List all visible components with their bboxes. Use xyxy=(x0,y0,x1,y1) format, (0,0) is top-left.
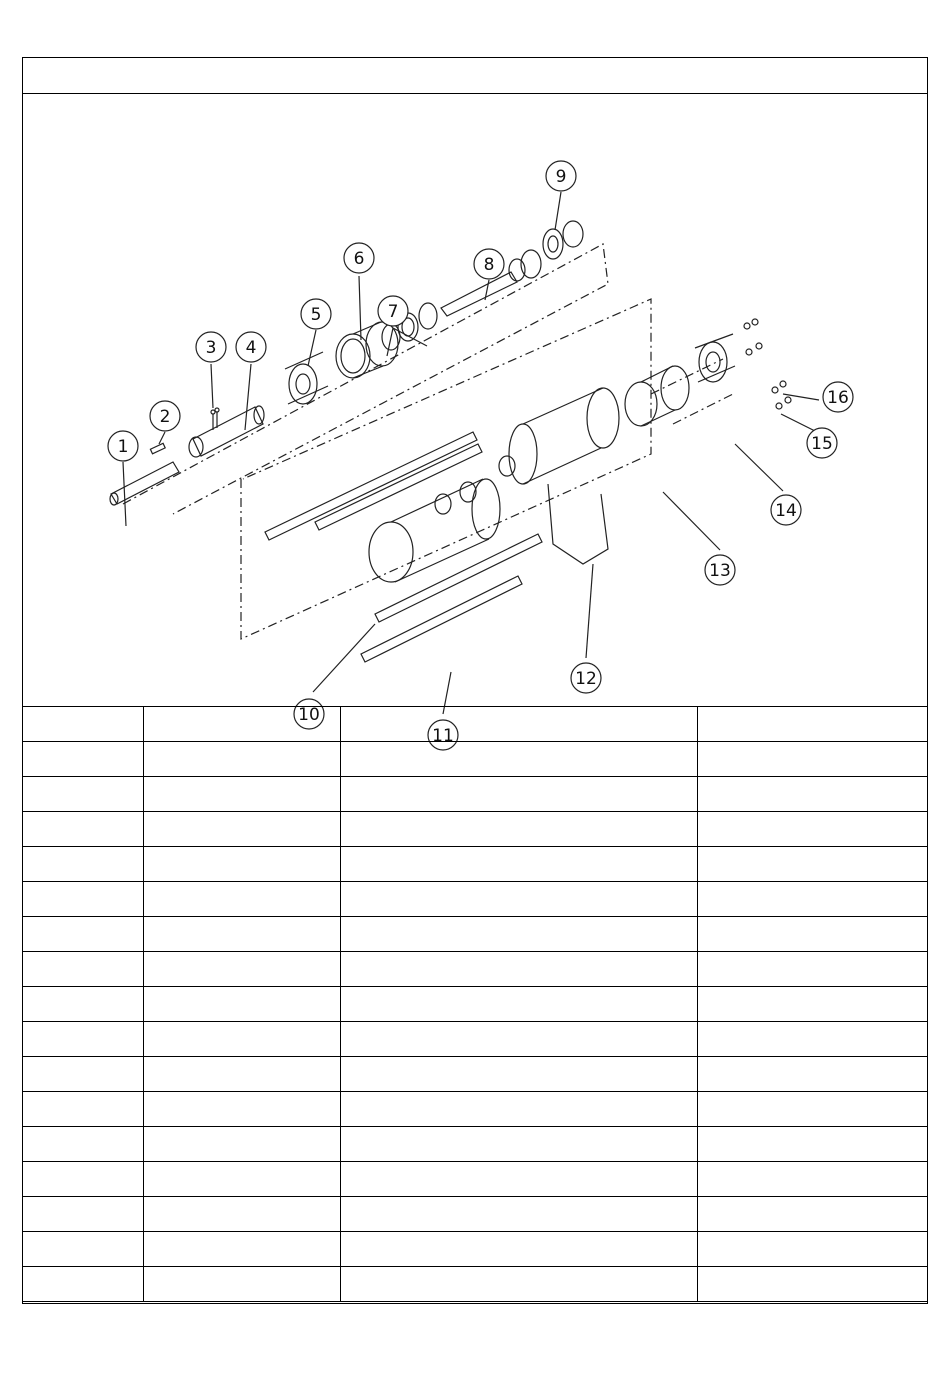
callout-4 xyxy=(236,332,266,362)
table-cell xyxy=(143,882,340,917)
table-cell xyxy=(697,1162,927,1197)
callout-layer xyxy=(108,161,853,750)
part-4-sleeve xyxy=(189,406,264,457)
table-cell xyxy=(143,1057,340,1092)
part-5-flange xyxy=(285,352,328,404)
table-row xyxy=(23,742,927,777)
callout-6 xyxy=(344,243,374,273)
exploded-view-drawing xyxy=(23,94,927,746)
table-cell xyxy=(143,1232,340,1267)
table-row xyxy=(23,917,927,952)
callout-13 xyxy=(705,555,735,585)
callout-number: 8 xyxy=(483,255,495,275)
callout-14 xyxy=(771,495,801,525)
table-cell xyxy=(23,917,143,952)
table-cell xyxy=(23,1127,143,1162)
exploded-view-svg xyxy=(23,94,927,746)
table-cell xyxy=(340,1162,697,1197)
table-cell xyxy=(697,1092,927,1127)
callout-7 xyxy=(378,296,408,326)
table-cell xyxy=(23,812,143,847)
table-cell xyxy=(143,1267,340,1302)
parts-table xyxy=(23,706,927,1302)
table-cell xyxy=(340,1197,697,1232)
callout-number: 13 xyxy=(709,561,731,581)
table-cell xyxy=(143,707,340,742)
callout-16 xyxy=(823,382,853,412)
part-11-rods xyxy=(265,432,542,662)
table-cell xyxy=(340,1092,697,1127)
callout-number: 2 xyxy=(159,407,171,427)
table-cell xyxy=(340,1022,697,1057)
table-row xyxy=(23,1127,927,1162)
callout-number: 1 xyxy=(117,437,129,457)
table-cell xyxy=(340,812,697,847)
table-cell xyxy=(697,1022,927,1057)
callout-number: 10 xyxy=(298,705,320,725)
table-row xyxy=(23,1057,927,1092)
table-cell xyxy=(697,812,927,847)
callout-number: 7 xyxy=(387,302,399,322)
callout-15 xyxy=(807,428,837,458)
table-row xyxy=(23,952,927,987)
table-cell xyxy=(23,777,143,812)
table-cell xyxy=(23,1197,143,1232)
part-13-end-cap xyxy=(625,366,689,426)
part-15-16-fasteners xyxy=(744,319,791,409)
callout-12 xyxy=(571,663,601,693)
table-cell xyxy=(340,847,697,882)
table-cell xyxy=(143,917,340,952)
callout-number: 16 xyxy=(827,388,849,408)
table-row xyxy=(23,1267,927,1302)
table-row xyxy=(23,987,927,1022)
table-cell xyxy=(697,987,927,1022)
table-row xyxy=(23,1162,927,1197)
table-cell xyxy=(697,777,927,812)
table-row xyxy=(23,777,927,812)
table-row xyxy=(23,882,927,917)
callout-5 xyxy=(301,299,331,329)
table-cell xyxy=(697,1267,927,1302)
callout-number: 9 xyxy=(555,167,567,187)
table-row xyxy=(23,1197,927,1232)
table-cell xyxy=(697,1232,927,1267)
callout-number: 14 xyxy=(775,501,797,521)
table-cell xyxy=(143,1197,340,1232)
sheet-title xyxy=(23,58,927,94)
table-cell xyxy=(143,1092,340,1127)
table-cell xyxy=(340,1267,697,1302)
callout-8 xyxy=(474,249,504,279)
table-cell xyxy=(143,742,340,777)
table-cell xyxy=(340,742,697,777)
table-cell xyxy=(340,777,697,812)
part-14-flange xyxy=(695,334,735,382)
callout-3 xyxy=(196,332,226,362)
table-cell xyxy=(340,987,697,1022)
table-cell xyxy=(697,1057,927,1092)
table-cell xyxy=(697,952,927,987)
table-cell xyxy=(697,847,927,882)
table-row xyxy=(23,707,927,742)
part-9-bearing xyxy=(543,221,583,259)
table-cell xyxy=(23,847,143,882)
table-cell xyxy=(143,987,340,1022)
table-cell xyxy=(143,1162,340,1197)
table-row xyxy=(23,812,927,847)
table-row xyxy=(23,847,927,882)
table-row xyxy=(23,1022,927,1057)
table-cell xyxy=(23,1057,143,1092)
table-cell xyxy=(23,707,143,742)
part-2-key xyxy=(150,443,165,453)
table-cell xyxy=(340,707,697,742)
callout-number: 11 xyxy=(432,726,454,746)
callout-number: 3 xyxy=(205,338,217,358)
table-cell xyxy=(340,1127,697,1162)
callout-9 xyxy=(546,161,576,191)
table-cell xyxy=(143,1127,340,1162)
table-cell xyxy=(23,1267,143,1302)
table-cell xyxy=(697,882,927,917)
callout-number: 12 xyxy=(575,669,597,689)
callout-2 xyxy=(150,401,180,431)
table-cell xyxy=(23,952,143,987)
table-cell xyxy=(143,1022,340,1057)
table-cell xyxy=(697,742,927,777)
table-cell xyxy=(23,742,143,777)
callout-number: 6 xyxy=(353,249,365,269)
table-cell xyxy=(23,1232,143,1267)
table-cell xyxy=(697,1197,927,1232)
callout-1 xyxy=(108,431,138,461)
table-cell xyxy=(143,812,340,847)
table-cell xyxy=(697,707,927,742)
table-cell xyxy=(143,777,340,812)
parts-sheet xyxy=(22,57,928,1304)
table-cell xyxy=(23,882,143,917)
table-cell xyxy=(340,1057,697,1092)
table-row xyxy=(23,1092,927,1127)
table-cell xyxy=(340,1232,697,1267)
table-cell xyxy=(697,1127,927,1162)
table-cell xyxy=(143,952,340,987)
table-cell xyxy=(23,1022,143,1057)
table-cell xyxy=(340,952,697,987)
callout-leaders xyxy=(123,192,821,714)
part-1-spindle xyxy=(110,462,179,505)
table-row xyxy=(23,1232,927,1267)
table-cell xyxy=(23,1092,143,1127)
callout-number: 5 xyxy=(310,305,322,325)
parts-table-body xyxy=(23,707,927,1302)
callout-number: 15 xyxy=(811,434,833,454)
table-cell xyxy=(340,917,697,952)
table-cell xyxy=(340,882,697,917)
table-cell xyxy=(23,1162,143,1197)
callout-number: 4 xyxy=(245,338,257,358)
table-cell xyxy=(23,987,143,1022)
table-cell xyxy=(697,917,927,952)
table-cell xyxy=(143,847,340,882)
